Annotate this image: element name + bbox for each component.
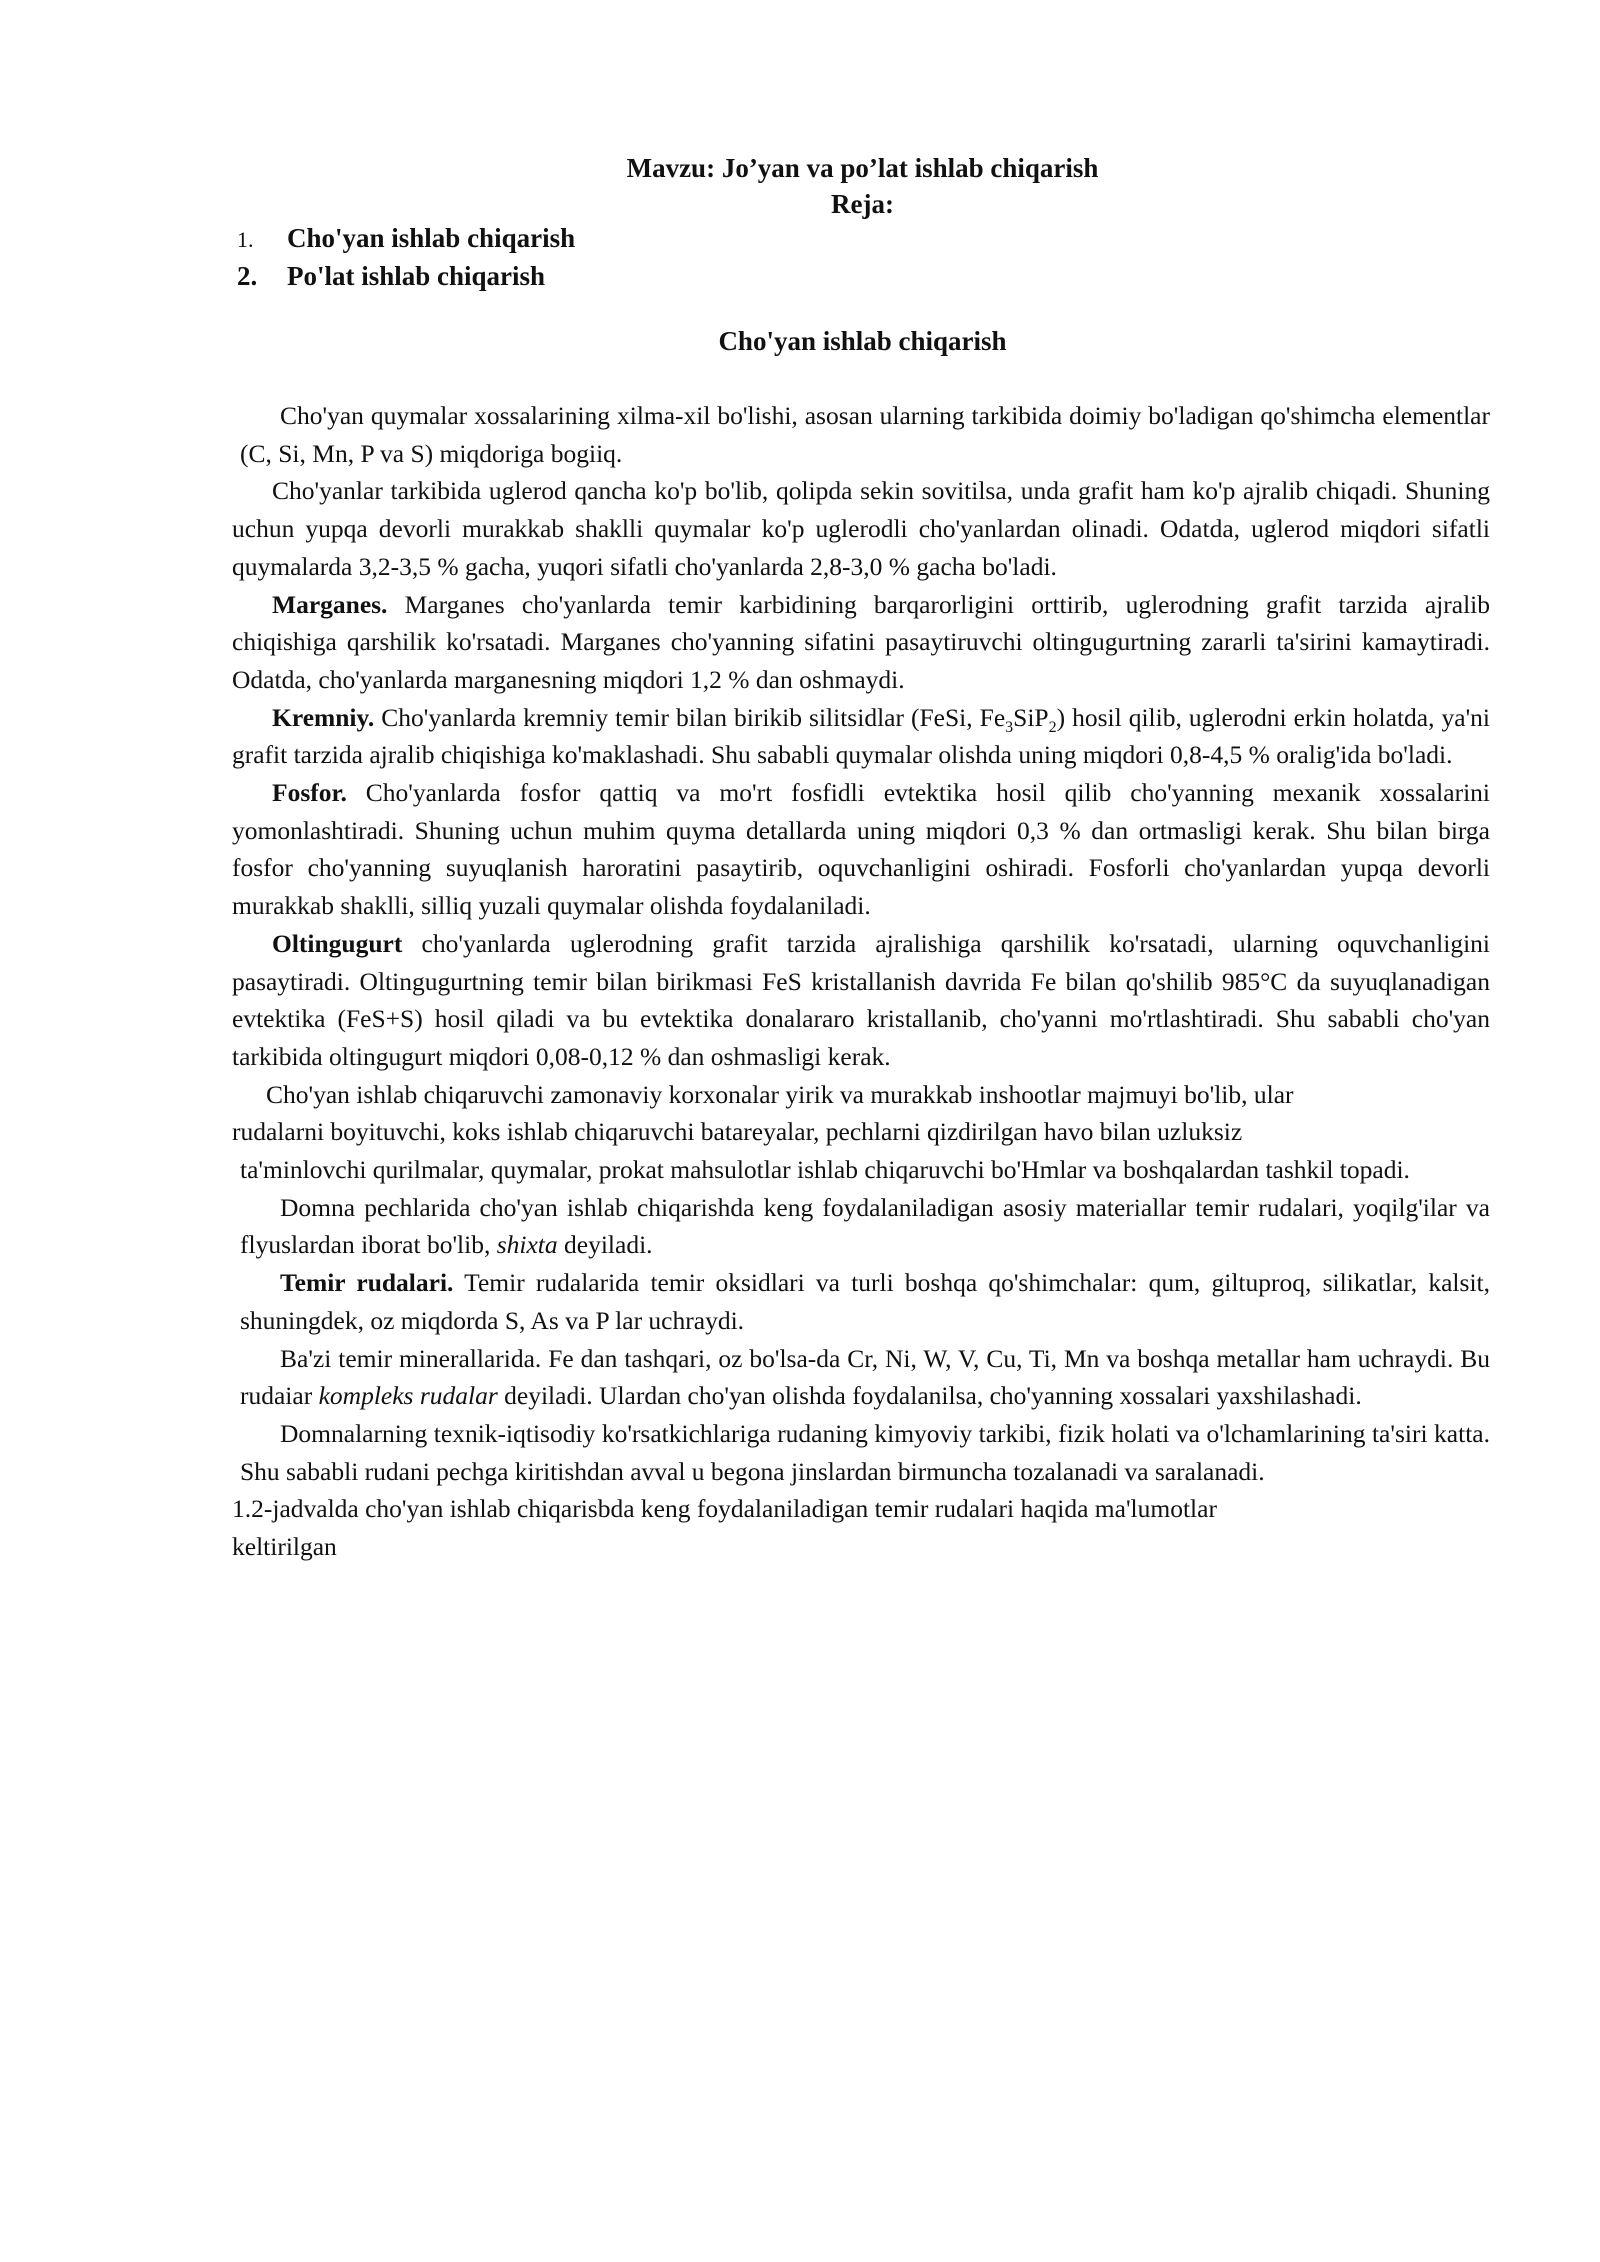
paragraph: 1.2-jadvalda cho'yan ishlab chiqarisbda keng foydalaniladigan temir rudalari haqida ma'lumotlar keltirilgan [232, 1494, 1217, 1562]
plan-item-number: 1. [237, 227, 254, 252]
term-oltingugurt: Oltingugurt [272, 928, 403, 958]
paragraph: Cho'yanlar tarkibida uglerod qancha ko'p bo'lib, qolipda sekin sovitilsa, unda grafit ham ko'p ajralib chiqadi. Shuning uchun yupqa devorli murakkab shaklli quymalar ko'p uglerodli cho'yanlardan olinadi. Odatda, uglerod miqdori sifatli quymalarda 3,2-3,5 % gacha, yuqori sifatli cho'yanlarda 2,8-3,0 % gacha bo'ladi. [232, 476, 1490, 581]
plan-item-number: 2. [237, 261, 258, 291]
document-body [232, 397, 1490, 1566]
section-title: Cho'yan ishlab chiqarish [718, 326, 1007, 356]
paragraph: Ba'zi temir minerallarida. Fe dan tashqari, oz bo'lsa-da Cr, Ni, W, V, Cu, Ti, Mn va boshqa metallar ham uchraydi. Bu rudaiar kompleks rudalar deyiladi. Ulardan cho'yan olishda foydalanilsa, cho'yanning xossalari yaxshilashadi. [240, 1343, 1490, 1411]
term-fosfor: Fosfor. [272, 778, 347, 808]
term-kremniy: Kremniy. [272, 702, 375, 732]
paragraph: Marganes. Marganes cho'yanlarda temir karbidining barqarorligini orttirib, uglerodning grafit tarzida ajralib chiqishiga qarshilik ko'rsatadi. Marganes cho'yanning sifatini pasaytiruvchi oltingugurtning zararli ta'sirini kamaytiradi. Odatda, cho'yanlarda marganesning miqdori 1,2 % dan oshmaydi. [232, 589, 1490, 694]
term-marganes: Marganes. [272, 589, 388, 619]
paragraph: Domnalarning texnik-iqtisodiy ko'rsatkichlariga rudaning kimyoviy tarkibi, fizik holati va o'lchamlarining ta'siri katta. Shu sababli rudani pechga kiritishdan avval u begona jinslardan birmuncha tozalanadi va saralanadi. [240, 1418, 1490, 1486]
document-title: Mavzu: Jo’yan va po’lat ishlab chiqarish [626, 153, 1099, 183]
paragraph: Domna pechlarida cho'yan ishlab chiqarishda keng foydalaniladigan asosiy materiallar temir rudalari, yoqilg'ilar va flyuslardan iborat bo'lib, shixta deyiladi. [240, 1192, 1490, 1260]
plan-item [237, 258, 575, 294]
paragraph: Cho'yan quymalar xossalarining xilma-xil bo'lishi, asosan ularning tarkibida doimiy bo'ladigan qo'shimcha elementlar (C, Si, Mn, P va S) miqdoriga bogiiq. [240, 401, 1490, 468]
paragraph: Temir rudalari. Temir rudalarida temir oksidlari va turli boshqa qo'shimchalar: qum, giltuproq, silikatlar, kalsit, shuningdek, oz miqdorda S, As va P lar uchraydi. [240, 1268, 1490, 1335]
plan-list [237, 220, 575, 294]
plan-heading: Reja: [831, 189, 894, 219]
paragraph: Kremniy. Cho'yanlarda kremniy temir bilan birikib silitsidlar (FeSi, $Fe_3SiP_2$) hosil qilib, uglerodni erkin holatda, ya'ni grafit tarzida ajralib chiqishiga ko'maklashadi. Shu sababli quymalar olishda uning miqdori 0,8-4,5 % oralig'ida bo'ladi. [232, 702, 1490, 770]
plan-item-text: Cho'yan ishlab chiqarish [287, 223, 576, 253]
plan-item [237, 220, 575, 258]
term-shixta: shixta [496, 1230, 558, 1260]
paragraph: Cho'yan ishlab chiqaruvchi zamonaviy korxonalar yirik va murakkab inshootlar majmuyi bo'lib, ular rudalarni boyituvchi, koks ishlab chiqaruvchi batareyalar, pechlarni qizdirilgan havo bilan uzluksiz ta'minlovchi qurilmalar, quymalar, prokat mahsulotlar ishlab chiqaruvchi bo'Hmlar va boshqalardan tashkil topadi. [232, 1079, 1410, 1185]
term-kompleks-rudalar: kompleks rudalar [318, 1381, 498, 1411]
paragraph: Oltingugurt cho'yanlarda uglerodning grafit tarzida ajralishiga qarshilik ko'rsatadi, ularning oquvchanligini pasaytiradi. Oltingugurtning temir bilan birikmasi FeS kristallanish davrida Fe bilan qo'shilib 985°C da suyuqlanadigan evtektika (FeS+S) hosil qiladi va bu evtektika donalararo kristallanib, cho'yanni mo'rtlashtiradi. Shu sababli cho'yan tarkibida oltingugurt miqdori 0,08-0,12 % dan oshmasligi kerak. [232, 928, 1490, 1071]
term-temir-rudalari: Temir rudalari. [280, 1268, 454, 1298]
plan-item-text: Po'lat ishlab chiqarish [287, 261, 546, 291]
paragraph: Fosfor. Cho'yanlarda fosfor qattiq va mo'rt fosfidli evtektika hosil qilib cho'yanning mexanik xossalarini yomonlashtiradi. Shuning uchun muhim quyma detallarda uning miqdori 0,3 % dan ortmasligi kerak. Shu bilan birga fosfor cho'yanning suyuqlanish haroratini pasaytirib, oquvchanligini oshiradi. Fosforli cho'yanlardan yupqa devorli murakkab shaklli, silliq yuzali quymalar olishda foydalaniladi. [232, 778, 1490, 921]
